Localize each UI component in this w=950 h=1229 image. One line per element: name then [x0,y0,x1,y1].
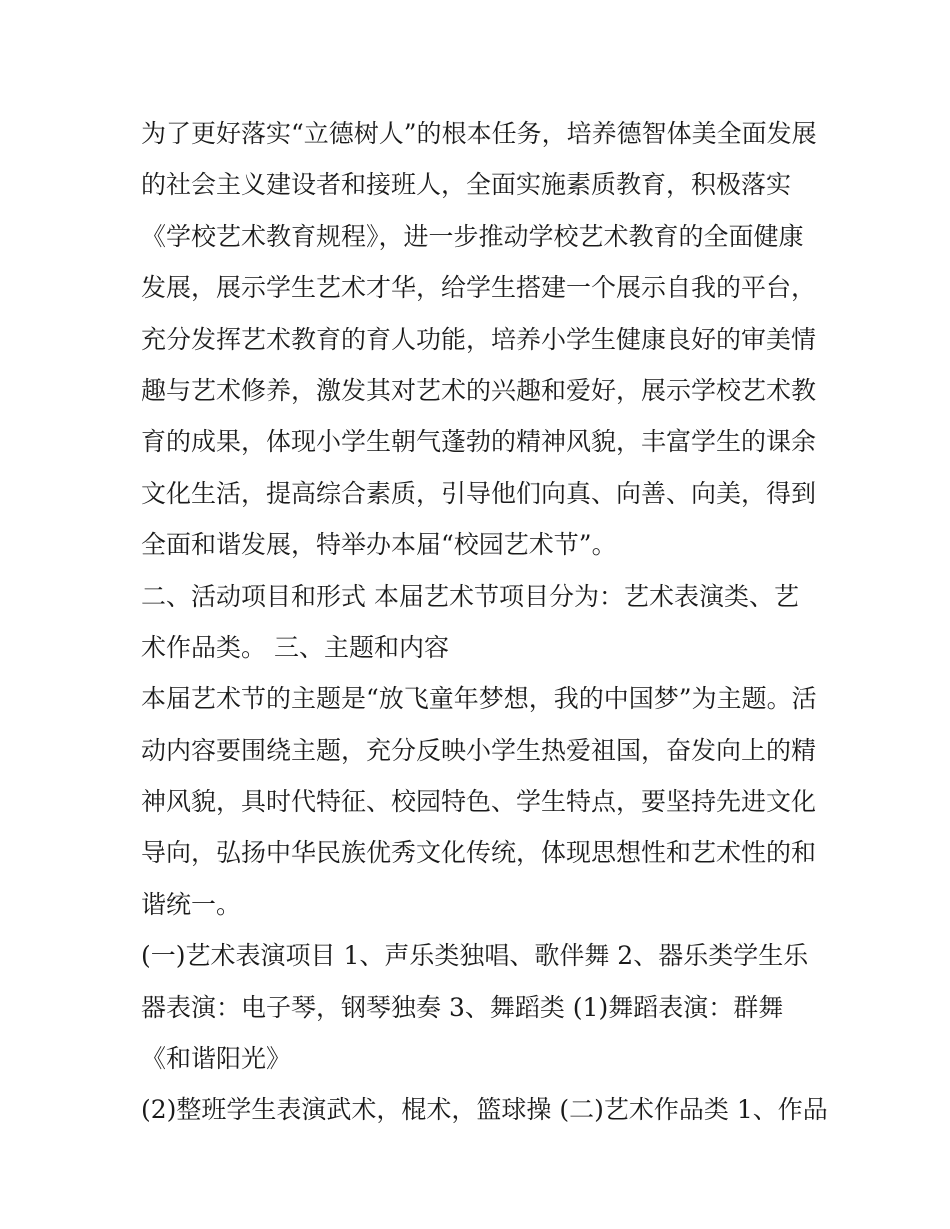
text-line: (一)艺术表演项目 1、声乐类独唱、歌伴舞 2、器乐类学生乐 [141,941,809,971]
text-line: 本届艺术节的主题是“放飞童年梦想，我的中国梦”为主题。活 [141,684,817,714]
text-line: 文化生活，提高综合素质，引导他们向真、向善、向美，得到 [141,478,817,508]
text-line: 的社会主义建设者和接班人，全面实施素质教育，积极落实 [141,170,792,200]
document-body [141,108,828,1136]
text-line: 谐统一。 [141,889,242,919]
text-line: 器表演：电子琴，钢琴独奏 3、舞蹈类 (1)舞蹈表演：群舞 [141,992,784,1022]
section-heading-line: 二、活动项目和形式 本届艺术节项目分为：艺术表演类、艺 [141,581,799,611]
text-line: 动内容要围绕主题，充分反映小学生热爱祖国，奋发向上的精 [141,735,817,765]
text-line: (2)整班学生表演武术，棍术，篮球操 (二)艺术作品类 1、作品 [141,1095,828,1125]
text-line: 充分发挥艺术教育的育人功能，培养小学生健康良好的审美情 [141,324,817,354]
text-line: 为了更好落实“立德树人”的根本任务，培养德智体美全面发展 [141,119,817,148]
text-line: 育的成果，体现小学生朝气蓬勃的精神风貌，丰富学生的课余 [141,427,817,457]
text-line: 全面和谐发展，特举办本届“校园艺术节”。 [141,530,617,560]
text-line: 趣与艺术修养，激发其对艺术的兴趣和爱好，展示学校艺术教 [141,375,817,405]
text-line: 神风貌，具时代特征、校园特色、学生特点，要坚持先进文化 [141,787,817,817]
text-line: 导向，弘扬中华民族优秀文化传统，体现思想性和艺术性的和 [141,838,817,868]
text-line: 《和谐阳光》 [141,1044,292,1074]
text-line: 《学校艺术教育规程》，进一步推动学校艺术教育的全面健康 [141,221,804,251]
section-heading-line: 术作品类。 三、主题和内容 [141,632,449,662]
text-line: 发展，展示学生艺术才华，给学生搭建一个展示自我的平台， [141,273,817,303]
